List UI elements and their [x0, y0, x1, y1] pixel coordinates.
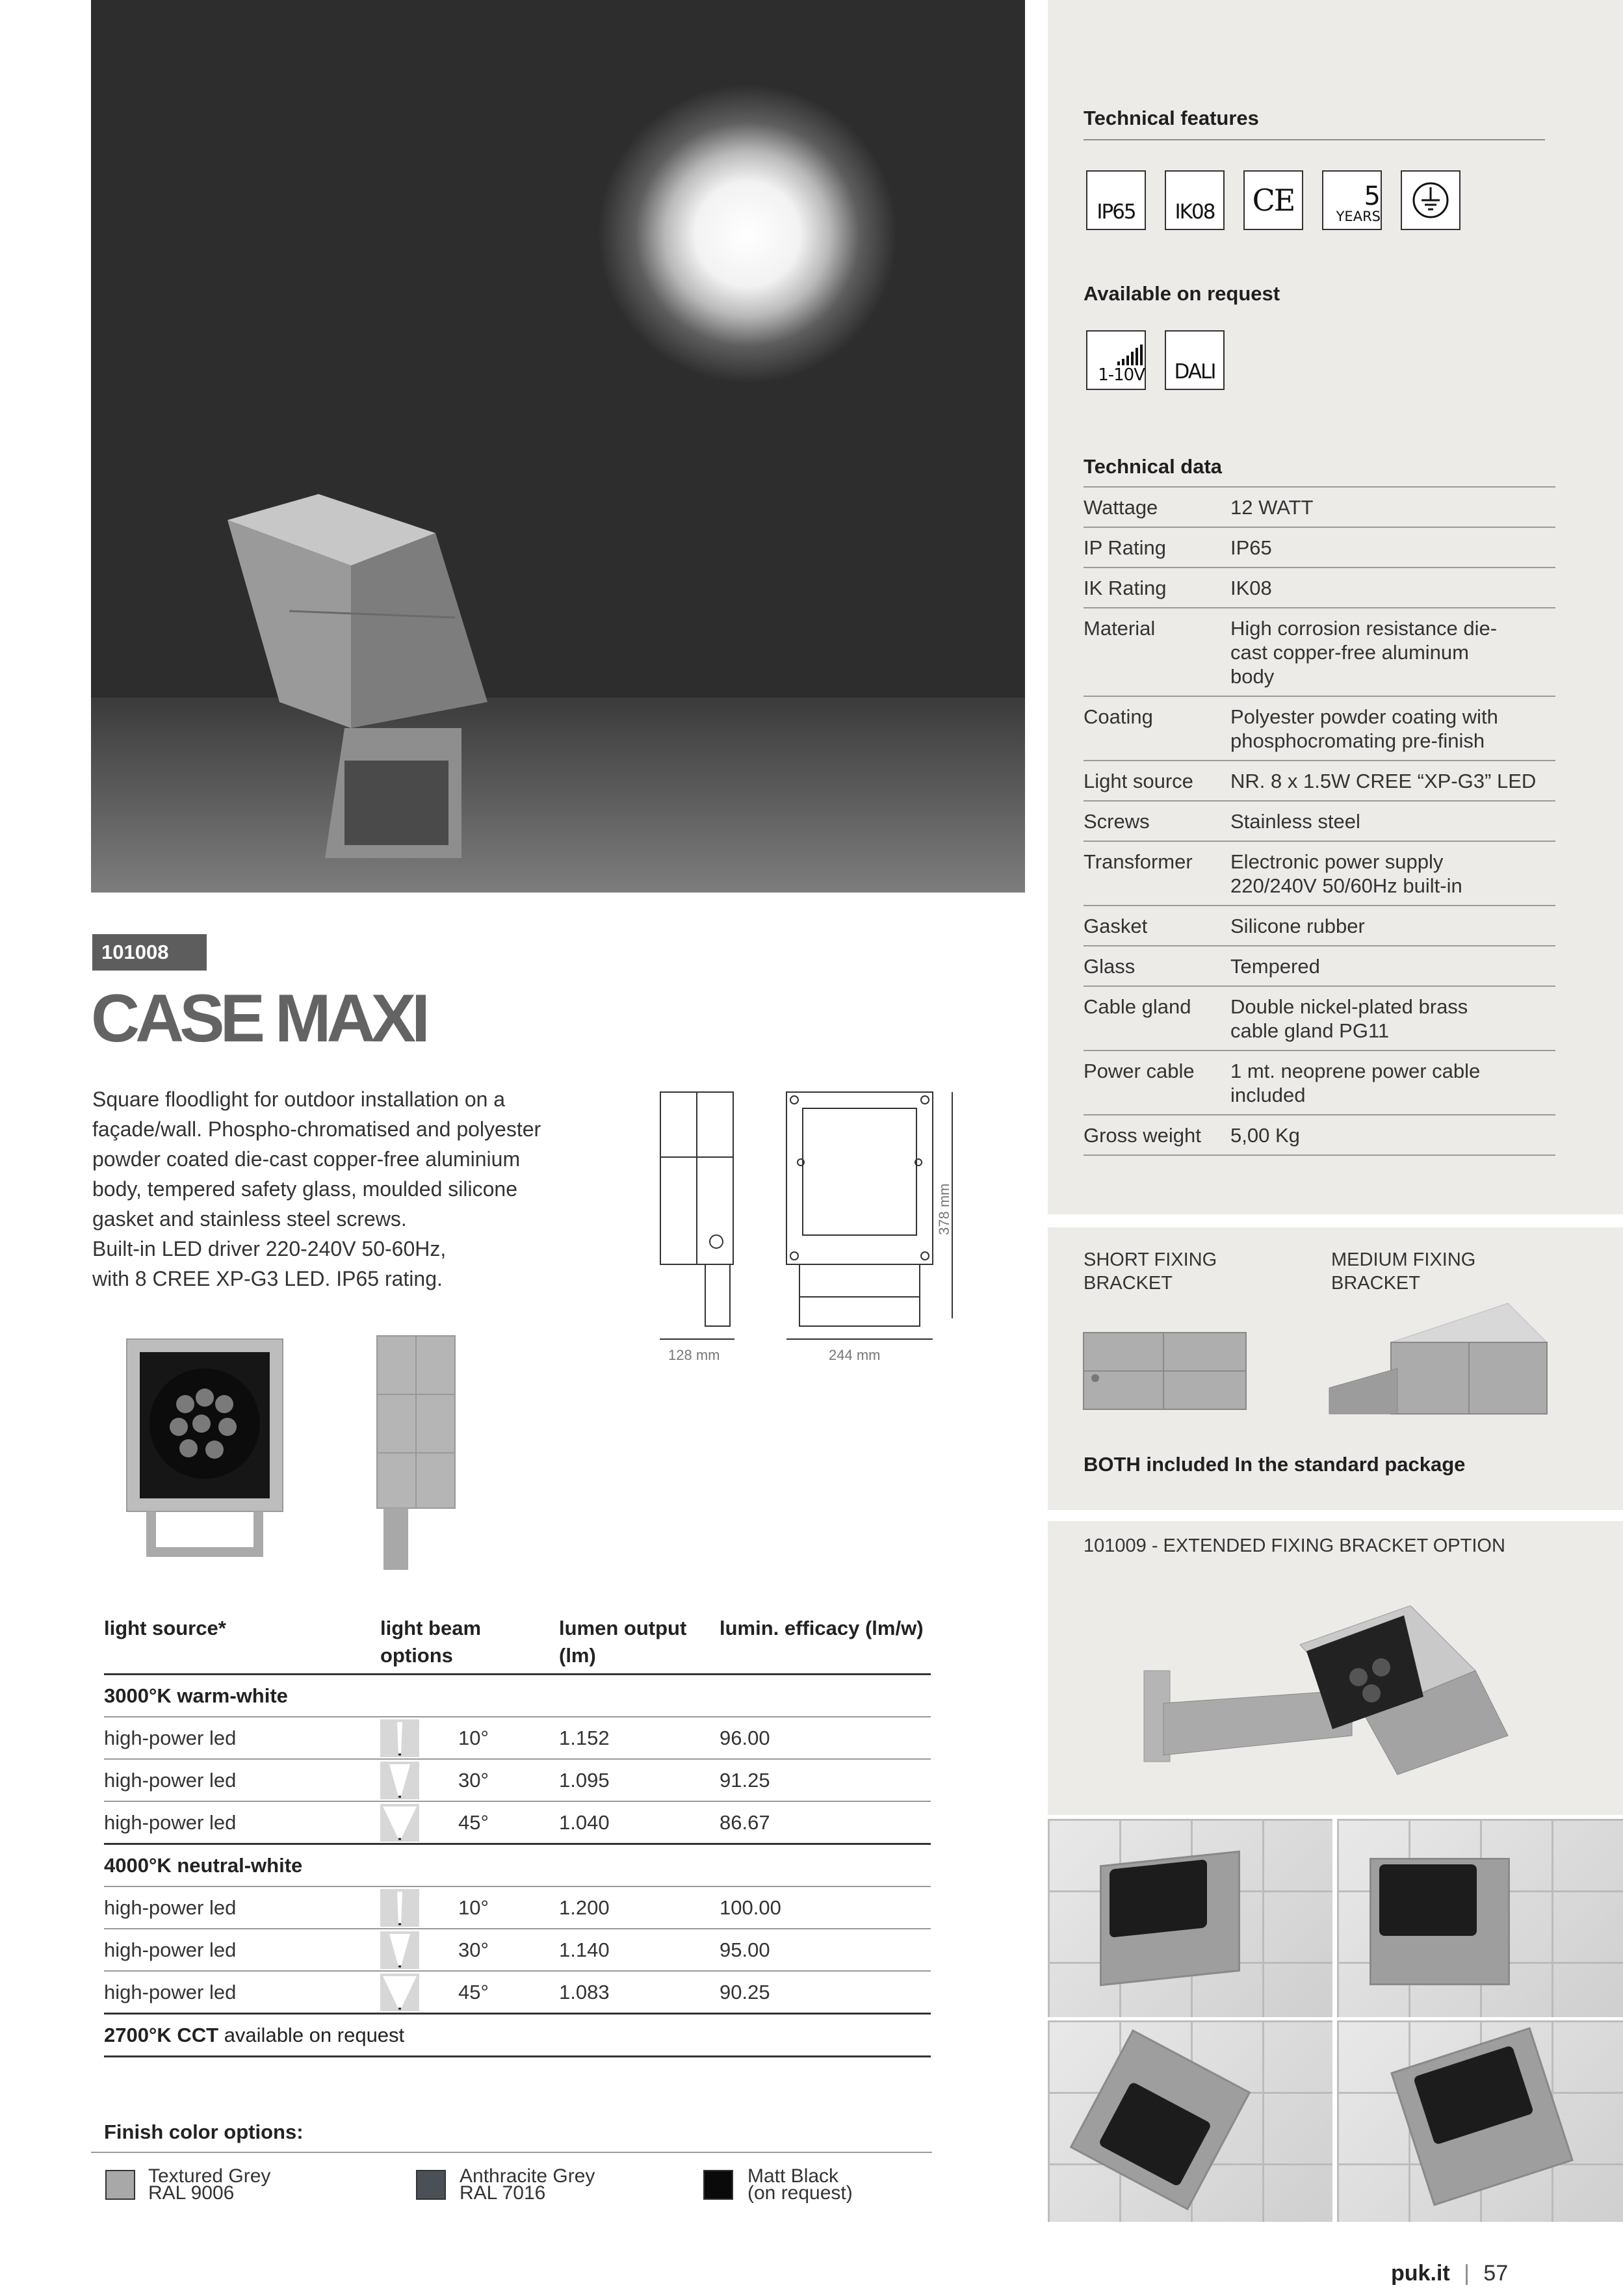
- dali-badge: DALI: [1165, 330, 1225, 390]
- cell-lumen: 1.152: [559, 1726, 610, 1749]
- finish-option-name: Matt Black: [747, 2165, 839, 2187]
- td-value: 5,00 Kg: [1230, 1124, 1300, 1147]
- beam-45-icon: [380, 1804, 458, 1842]
- page-footer: [1391, 2261, 1508, 2286]
- technical-data-row: [1084, 607, 1555, 696]
- description-line: with 8 CREE XP-G3 LED. IP65 rating.: [92, 1267, 443, 1290]
- beam-10-icon: [380, 1889, 458, 1927]
- td-key: IK Rating: [1084, 577, 1167, 599]
- description-line: façade/wall. Phospho-chromatised and polyester: [92, 1117, 541, 1141]
- cell-beam: 45°: [458, 1810, 489, 1834]
- cell-source: high-power led: [104, 1896, 237, 1919]
- dim-side-width: 128 mm: [668, 1347, 720, 1363]
- available-on-request-title: Available on request: [1084, 282, 1280, 305]
- td-value: Silicone rubber: [1230, 915, 1365, 937]
- table-row: [104, 1972, 931, 2015]
- finish-option-code: (on request): [747, 2182, 853, 2204]
- td-key: Transformer: [1084, 850, 1193, 873]
- td-value: 12 WATT: [1230, 496, 1314, 519]
- technical-data-title: Technical data: [1084, 455, 1223, 478]
- beam-30-icon: [380, 1762, 458, 1799]
- beam-45-icon: [380, 1974, 458, 2011]
- cell-source: high-power led: [104, 1938, 237, 1961]
- header-lumen-output: lumen output (lm): [559, 1617, 687, 1667]
- td-value: Electronic power supply 220/240V 50/60Hz built-in: [1230, 850, 1462, 897]
- cell-beam: 10°: [458, 1896, 489, 1919]
- cct-note: [104, 2015, 931, 2057]
- cell-beam: 30°: [458, 1768, 489, 1792]
- hero-product-photo: [91, 0, 1025, 893]
- ce-mark-badge: CE: [1243, 170, 1303, 230]
- table-row: [104, 1802, 931, 1845]
- short-bracket-label: SHORT FIXING BRACKET: [1084, 1249, 1217, 1294]
- technical-data-row: [1084, 1114, 1555, 1155]
- cell-beam: 30°: [458, 1938, 489, 1961]
- cell-beam: 45°: [458, 1980, 489, 2003]
- signal-bars-icon: [1116, 345, 1145, 365]
- td-value: Polyester powder coating with phosphocromating pre-finish: [1230, 705, 1498, 752]
- header-light-beam: light beam options: [380, 1617, 482, 1667]
- finish-option-label: [460, 2165, 595, 2204]
- finish-option-name: Anthracite Grey: [460, 2165, 595, 2187]
- technical-data-row: [1084, 985, 1555, 1050]
- warranty-badge: [1322, 170, 1382, 230]
- cell-beam: 10°: [458, 1726, 489, 1749]
- table-row: [104, 1929, 931, 1972]
- dimming-1-10v-badge: [1086, 330, 1146, 390]
- installation-photo: [1048, 2020, 1332, 2222]
- technical-data-row: [1084, 696, 1555, 760]
- finish-option-code: RAL 7016: [460, 2182, 546, 2204]
- finish-title: Finish color options:: [104, 2120, 304, 2143]
- td-value: Double nickel-plated brass cable gland PG11: [1230, 995, 1468, 1042]
- technical-data-row: [1084, 527, 1555, 567]
- cell-source: high-power led: [104, 1768, 237, 1792]
- cell-efficacy: 90.25: [720, 1980, 770, 2003]
- description-line: Built-in LED driver 220-240V 50-60Hz,: [92, 1237, 447, 1260]
- light-source-table: [104, 1615, 931, 2057]
- installation-photo: [1337, 2020, 1623, 2222]
- product-code-badge: 101008: [92, 934, 207, 971]
- beam-10-icon: [380, 1719, 458, 1757]
- cct-note-rest: available on request: [218, 2024, 405, 2046]
- td-value: Tempered: [1230, 955, 1320, 978]
- cell-source: high-power led: [104, 1726, 237, 1749]
- cell-lumen: 1.040: [559, 1810, 610, 1834]
- td-value: IP65: [1230, 536, 1272, 559]
- technical-data-row: [1084, 567, 1555, 607]
- cell-efficacy: 100.00: [720, 1896, 781, 1919]
- technical-data-row: [1084, 945, 1555, 985]
- technical-data-bottom-rule: [1084, 1155, 1555, 1156]
- extended-bracket-image: [1137, 1606, 1540, 1781]
- technical-data-row: [1084, 841, 1555, 905]
- earth-ground-icon: [1401, 170, 1461, 230]
- cell-efficacy: 95.00: [720, 1938, 770, 1961]
- short-bracket-image: [1082, 1326, 1251, 1417]
- td-key: Gross weight: [1084, 1124, 1201, 1147]
- footer-site: puk.it: [1391, 2261, 1450, 2286]
- cell-efficacy: 86.67: [720, 1810, 770, 1834]
- technical-data-row: [1084, 1050, 1555, 1114]
- td-key: Wattage: [1084, 496, 1158, 519]
- warranty-years-label: YEARS: [1336, 209, 1381, 224]
- technical-features-title: Technical features: [1084, 107, 1259, 129]
- swatch-textured-grey: [105, 2170, 135, 2200]
- description-line: body, tempered safety glass, moulded silicone: [92, 1177, 517, 1201]
- swatch-anthracite-grey: [416, 2170, 446, 2200]
- header-light-source: light source*: [104, 1617, 226, 1639]
- cell-source: high-power led: [104, 1980, 237, 2003]
- cell-efficacy: 91.25: [720, 1768, 770, 1792]
- td-key: Coating: [1084, 705, 1153, 728]
- finish-option-name: Textured Grey: [148, 2165, 271, 2187]
- extended-bracket-label: 101009 - EXTENDED FIXING BRACKET OPTION: [1084, 1535, 1505, 1556]
- cell-lumen: 1.095: [559, 1768, 610, 1792]
- td-key: Gasket: [1084, 915, 1148, 937]
- td-key: Light source: [1084, 770, 1193, 792]
- table-row: [104, 1887, 931, 1929]
- cell-lumen: 1.200: [559, 1896, 610, 1919]
- brackets-included-note: BOTH included In the standard package: [1084, 1453, 1466, 1476]
- ip65-badge: IP65: [1086, 170, 1146, 230]
- installation-photo: [1337, 1819, 1623, 2017]
- floodlight-illustration: [188, 455, 591, 871]
- td-value: Stainless steel: [1230, 810, 1360, 833]
- td-key: Power cable: [1084, 1060, 1195, 1082]
- technical-data-row: [1084, 760, 1555, 800]
- td-key: Glass: [1084, 955, 1136, 978]
- product-description: [92, 1084, 625, 1294]
- technical-data-row: [1084, 905, 1555, 945]
- warranty-years-number: 5: [1364, 181, 1381, 211]
- td-value: IK08: [1230, 577, 1272, 599]
- finish-option-label: [747, 2165, 853, 2204]
- cell-lumen: 1.083: [559, 1980, 610, 2003]
- product-side-view: [370, 1333, 461, 1573]
- product-front-view: [120, 1333, 289, 1573]
- group-title: 3000°K warm-white: [104, 1675, 931, 1717]
- cct-note-bold: 2700°K CCT: [104, 2024, 219, 2046]
- table-header: [104, 1615, 931, 1675]
- cell-source: high-power led: [104, 1810, 237, 1834]
- td-key: Material: [1084, 617, 1156, 640]
- description-line: powder coated die-cast copper-free aluminium: [92, 1147, 521, 1171]
- finish-option-label: [148, 2165, 271, 2204]
- group-title: 4000°K neutral-white: [104, 1845, 931, 1887]
- beam-30-icon: [380, 1931, 458, 1969]
- medium-bracket-label: MEDIUM FIXING BRACKET: [1331, 1249, 1476, 1294]
- medium-bracket-image: [1326, 1290, 1553, 1420]
- header-efficacy: lumin. efficacy (lm/w): [720, 1617, 924, 1639]
- dimming-1-10v-label: 1-10V: [1098, 365, 1145, 385]
- td-key: Cable gland: [1084, 995, 1191, 1018]
- ik08-badge: IK08: [1165, 170, 1225, 230]
- technical-data-row: [1084, 800, 1555, 841]
- table-row: [104, 1760, 931, 1802]
- cell-efficacy: 96.00: [720, 1726, 770, 1749]
- table-row: [104, 1717, 931, 1760]
- footer-separator: |: [1464, 2261, 1470, 2286]
- installation-photo: [1048, 1819, 1332, 2017]
- description-line: Square floodlight for outdoor installation on a: [92, 1088, 506, 1111]
- td-key: IP Rating: [1084, 536, 1166, 559]
- finish-option-code: RAL 9006: [148, 2182, 235, 2204]
- description-line: gasket and stainless steel screws.: [92, 1207, 407, 1231]
- td-key: Screws: [1084, 810, 1150, 833]
- dim-front-width: 244 mm: [829, 1347, 881, 1363]
- page-number: 57: [1483, 2261, 1509, 2286]
- td-value: 1 mt. neoprene power cable included: [1230, 1060, 1481, 1106]
- cell-lumen: 1.140: [559, 1938, 610, 1961]
- technical-data-row: [1084, 486, 1555, 527]
- product-title: CASE MAXI: [91, 981, 426, 1056]
- finish-rule: [91, 2152, 932, 2153]
- dim-height: 378 mm: [936, 1183, 952, 1235]
- swatch-matt-black: [703, 2170, 733, 2200]
- technical-data-table: [1084, 486, 1555, 1156]
- technical-features-rule: [1084, 139, 1545, 140]
- td-value: High corrosion resistance die-cast copper-free aluminum body: [1230, 617, 1498, 688]
- td-value: NR. 8 x 1.5W CREE “XP-G3” LED: [1230, 770, 1537, 792]
